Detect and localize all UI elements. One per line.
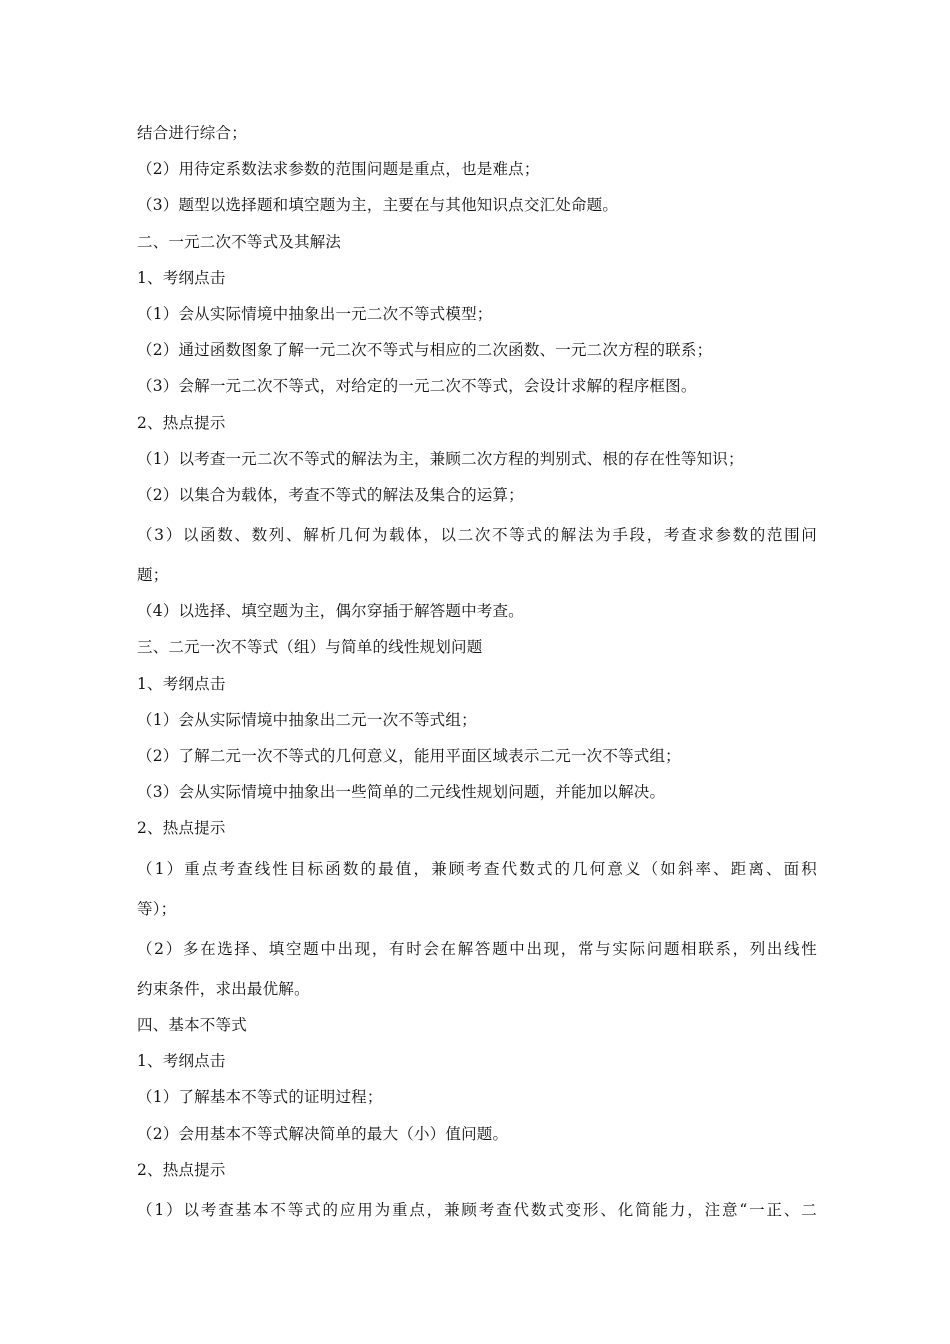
subsection-heading: 2、热点提示 (137, 819, 226, 838)
section-heading: 二、一元二次不等式及其解法 (137, 232, 342, 251)
text-line: （2）了解二元一次不等式的几何意义，能用平面区域表示二元一次不等式组； (137, 747, 681, 765)
text-line: （2）通过函数图象了解一元二次不等式与相应的二次函数、一元二次方程的联系； (137, 341, 713, 360)
text-line: （4）以选择、填空题为主，偶尔穿插于解答题中考查。 (137, 602, 524, 621)
text-line: （1）了解基本不等式的证明过程； (137, 1088, 383, 1107)
text-line: （1）会从实际情境中抽象出一元二次不等式模型； (137, 304, 493, 323)
subsection-heading: 2、热点提示 (137, 413, 226, 432)
text-line: （1）以考查一元二次不等式的解法为主，兼顾二次方程的判别式、根的存在性等知识； (137, 449, 744, 468)
text-line: （3）会从实际情境中抽象出一些简单的二元线性规划问题，并能加以解决。 (137, 783, 666, 802)
text-line: （2）多在选择、填空题中出现，有时会在解答题中出现，常与实际问题相联系，列出线性 (137, 939, 817, 958)
text-line: （1）重点考查线性目标函数的最值，兼顾考查代数式的几何意义（如斜率、距离、面积 (137, 859, 817, 878)
text-line: （2）用待定系数法求参数的范围问题是重点，也是难点； (137, 160, 540, 179)
text-line: （1）以考查基本不等式的应用为重点，兼顾考查代数式变形、化简能力，注意“一正、二 (137, 1200, 817, 1219)
subsection-heading: 2、热点提示 (137, 1160, 226, 1179)
document-body (137, 115, 817, 1232)
text-line: （2）会用基本不等式解决简单的最大（小）值问题。 (137, 1124, 509, 1143)
section-heading: 三、二元一次不等式（组）与简单的线性规划问题 (137, 638, 483, 657)
text-line: （3）以函数、数列、解析几何为载体，以二次不等式的解法为手段，考查求参数的范围问 (137, 526, 817, 545)
text-line: 约束条件，求出最优解。 (137, 979, 310, 998)
text-line: 题； (137, 566, 169, 585)
text-line: （3）题型以选择题和填空题为主，主要在与其他知识点交汇处命题。 (137, 196, 619, 215)
text-line: （1）会从实际情境中抽象出二元一次不等式组； (137, 710, 477, 729)
subsection-heading: 1、考纲点击 (137, 674, 226, 693)
text-line: （2）以集合为载体，考查不等式的解法及集合的运算； (137, 485, 524, 504)
text-line: （3）会解一元二次不等式，对给定的一元二次不等式，会设计求解的程序框图。 (137, 377, 697, 396)
section-heading: 四、基本不等式 (137, 1015, 247, 1034)
text-line: 结合进行综合； (137, 124, 247, 142)
text-line: 等）； (137, 899, 177, 918)
subsection-heading: 1、考纲点击 (137, 268, 226, 287)
subsection-heading: 1、考纲点击 (137, 1052, 226, 1071)
